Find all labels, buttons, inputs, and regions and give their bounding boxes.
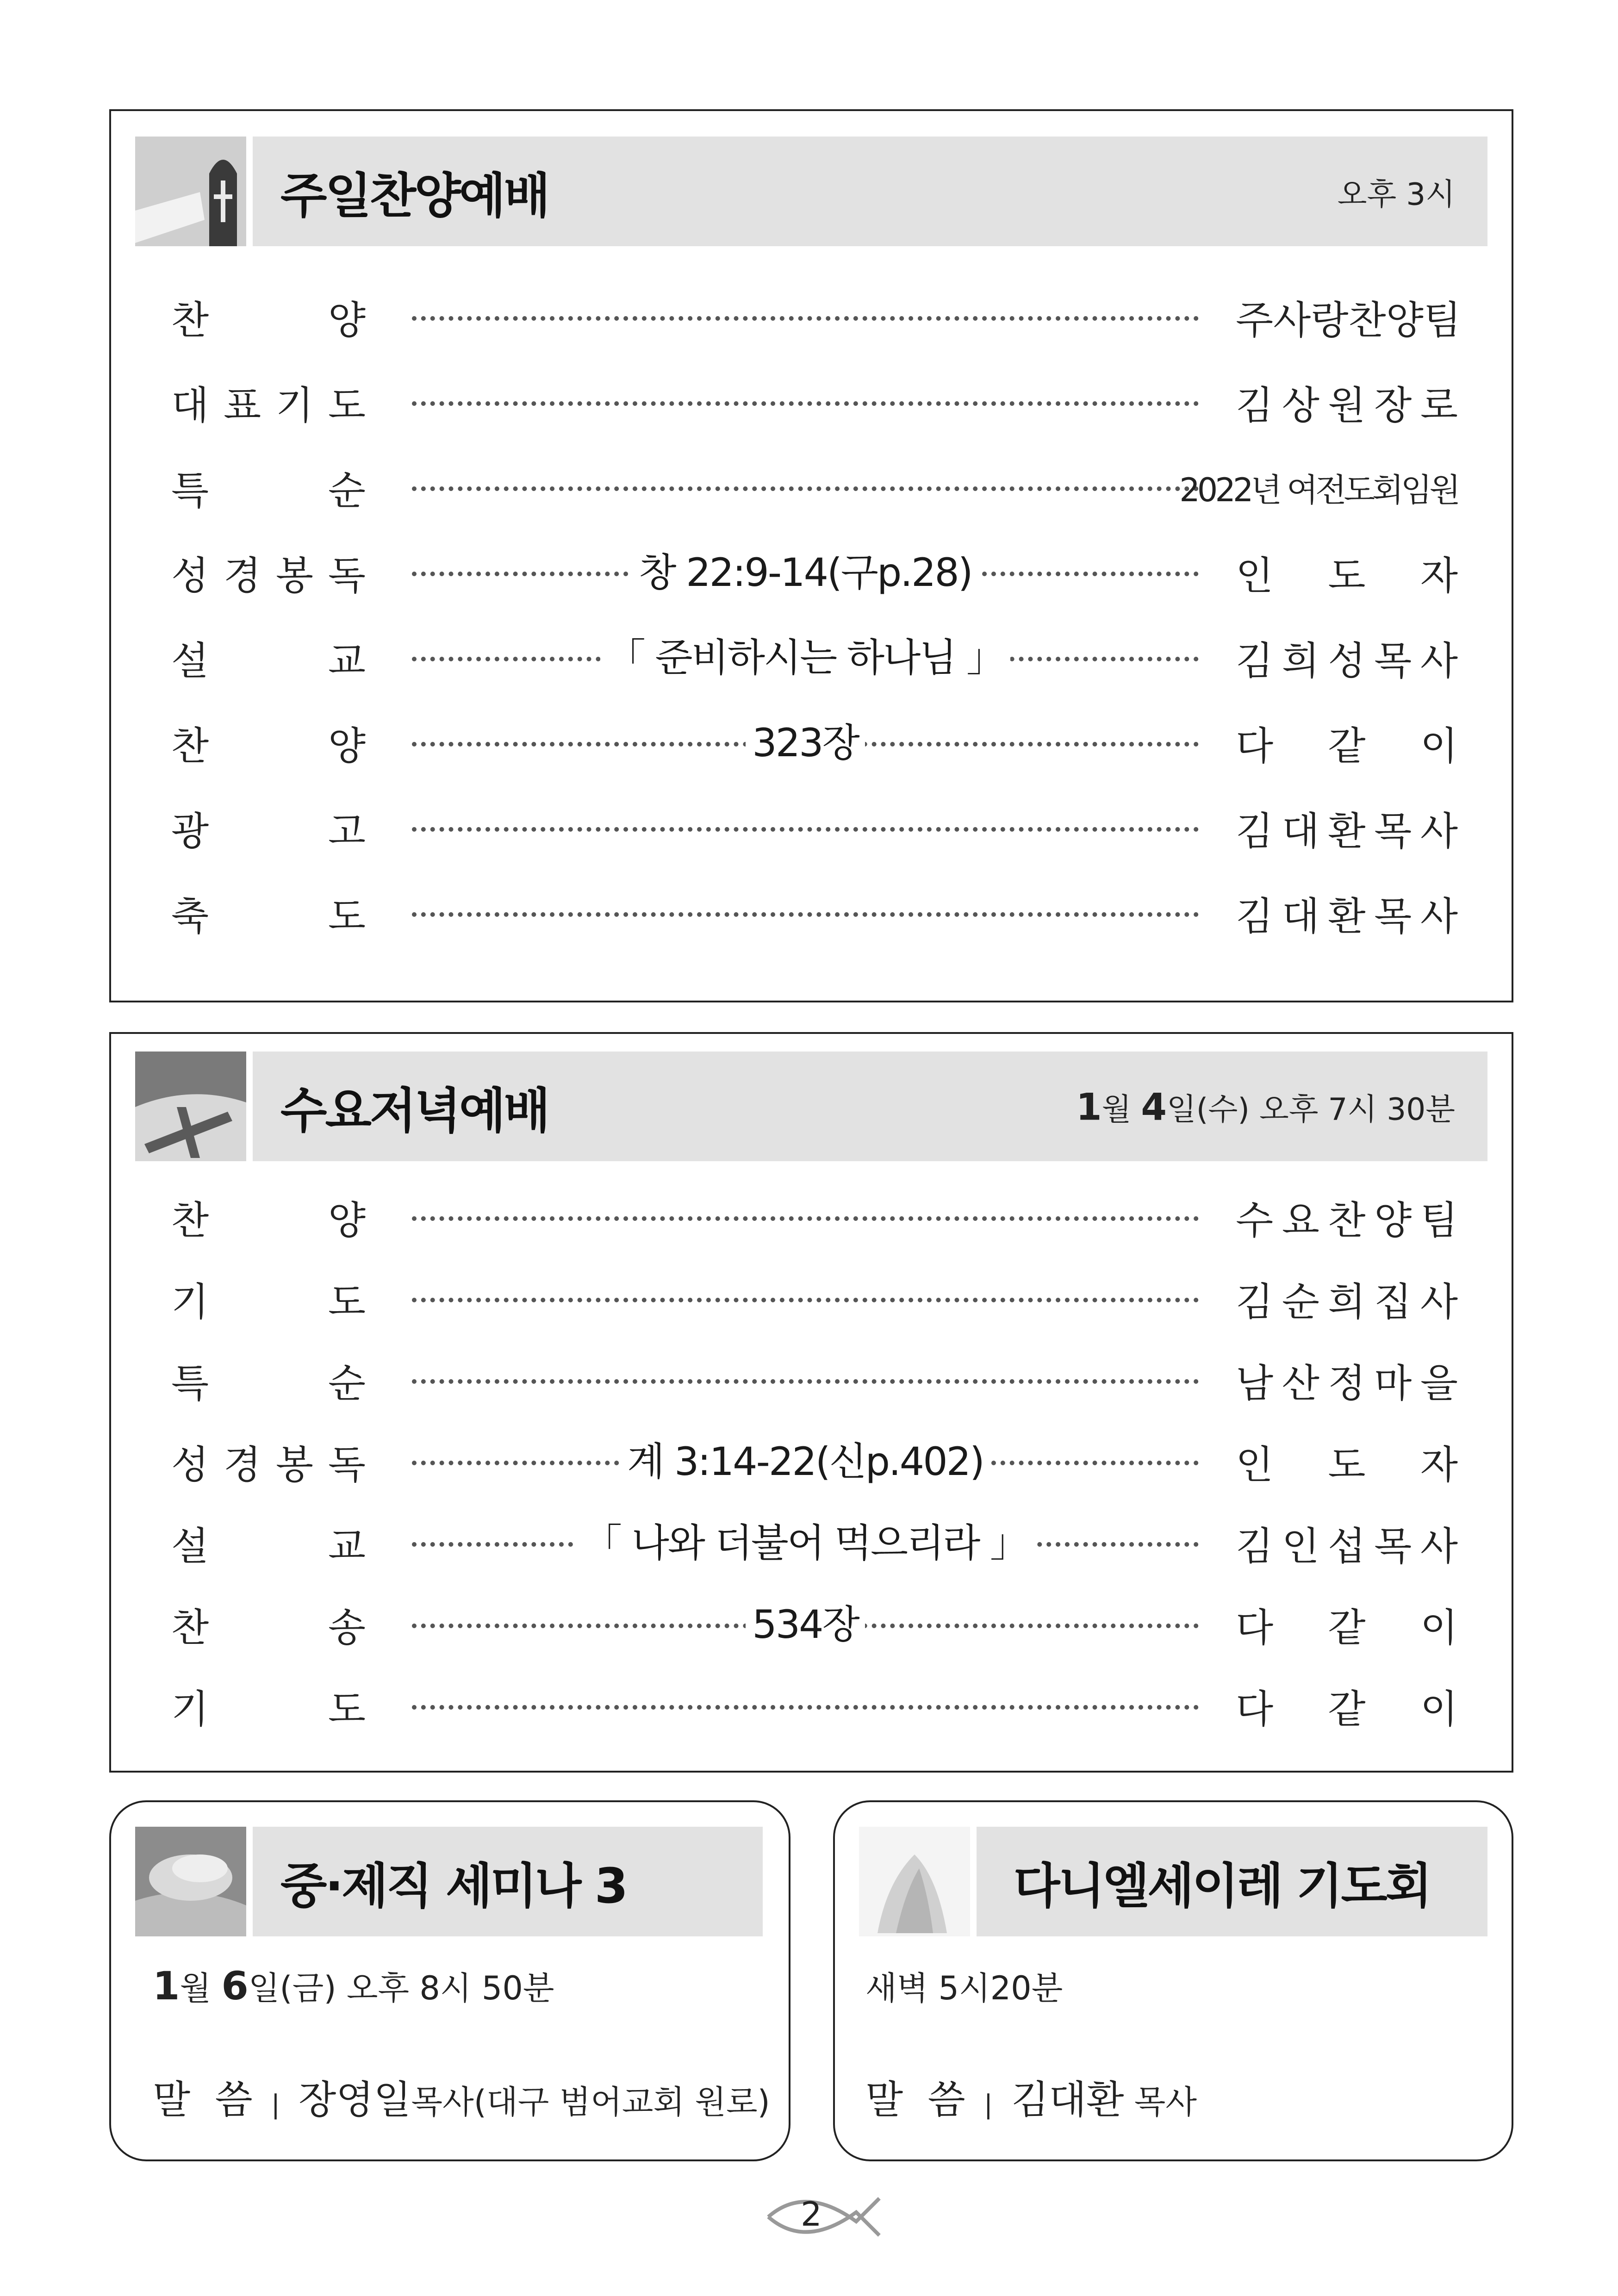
wednesday-row-person	[1236, 1352, 1458, 1408]
hands-bible-image	[135, 1827, 246, 1936]
person-char: 산	[1282, 1360, 1319, 1406]
person-char: 원	[1328, 382, 1366, 428]
person-char: 사	[1420, 1523, 1458, 1569]
label-char: 특	[171, 467, 209, 513]
sunday-row	[171, 545, 1458, 600]
wednesday-row	[171, 1271, 1458, 1326]
person-char: 팀	[1420, 1197, 1458, 1243]
person-char: 상	[1282, 382, 1319, 428]
wednesday-row-person	[1236, 1189, 1458, 1245]
person-char: 희	[1282, 638, 1319, 684]
label-char: 경	[223, 1442, 261, 1487]
person-char: 다	[1236, 1605, 1274, 1650]
label-char: 성	[171, 553, 209, 598]
person-char: 김	[1236, 808, 1274, 854]
person-char: 인	[1236, 1442, 1274, 1487]
seminar-speaker-title: 목사(대구 범어교회 원로)	[411, 2083, 770, 2121]
person-char: 인	[1282, 1523, 1319, 1569]
person-char: 주	[1236, 297, 1274, 343]
sunday-row	[171, 630, 1458, 685]
person-char: 자	[1420, 1442, 1458, 1487]
label-char: 기	[275, 382, 314, 428]
label-char: 설	[171, 638, 209, 684]
sunday-row	[171, 460, 1458, 515]
label-char: 봉	[275, 1442, 314, 1487]
wednesday-row-person	[1236, 1434, 1458, 1489]
person-char: 사	[1420, 638, 1458, 684]
sunday-row	[171, 289, 1461, 345]
sunday-row-label	[171, 545, 366, 600]
label-char: 찬	[171, 1197, 209, 1243]
wednesday-row-detail	[412, 1434, 1199, 1489]
label-char: 광	[171, 808, 209, 854]
dotted-leader	[412, 1705, 1199, 1710]
label-char: 대	[171, 382, 209, 428]
person-char: 희	[1328, 1279, 1366, 1325]
daniel-header-band	[977, 1827, 1487, 1936]
person-char: 목	[1374, 893, 1412, 939]
person-char: 환	[1328, 893, 1366, 939]
praying-hands-image	[859, 1827, 970, 1936]
wednesday-service-time: 1월 4일(수) 오후 7시 30분	[1076, 1085, 1455, 1128]
wednesday-service-title: 수요저녁예배	[280, 1082, 548, 1139]
person-char: 김	[1236, 893, 1274, 939]
page-number-fish	[764, 2184, 884, 2249]
person-char: 도	[1328, 1442, 1366, 1487]
wednesday-row-label	[171, 1515, 366, 1571]
label-char: 순	[328, 1360, 366, 1406]
person-char: 찬	[1328, 1197, 1366, 1243]
person-char: 섭	[1328, 1523, 1366, 1569]
sunday-service-title: 주일찬양예배	[280, 167, 548, 224]
wednesday-row-label	[171, 1678, 366, 1734]
person-char: 같	[1328, 1605, 1366, 1650]
label-char: 독	[328, 1442, 366, 1487]
wednesday-row-label	[171, 1434, 366, 1489]
label-char: 도	[328, 382, 366, 428]
person-char: 자	[1420, 553, 1458, 598]
seminar-title: 중·제직 세미나 3	[280, 1857, 627, 1914]
sunday-row-person	[1236, 545, 1458, 600]
label-char: 도	[328, 893, 366, 939]
sunday-row	[171, 885, 1458, 941]
label-char: 양	[328, 723, 366, 769]
label-char: 경	[223, 553, 261, 598]
label-char: 봉	[275, 553, 314, 598]
wednesday-row-detail	[412, 1597, 1199, 1652]
person-char: 같	[1328, 1686, 1366, 1732]
person-char: 남	[1236, 1360, 1274, 1406]
sunday-row-person: 2022년 여전도회임원	[1179, 471, 1458, 509]
label-char: 양	[328, 297, 366, 343]
person-char: 목	[1374, 808, 1412, 854]
sunday-row-person	[1236, 885, 1458, 941]
wednesday-row-label	[171, 1597, 366, 1652]
sunday-header-band	[253, 137, 1487, 246]
seminar-header	[135, 1827, 763, 1936]
fish-icon	[764, 2184, 884, 2249]
label-char: 송	[328, 1605, 366, 1650]
daniel-speaker-title: 목사	[1124, 2083, 1197, 2121]
sunday-row-label	[171, 715, 366, 771]
daniel-speaker-name: 김대환	[1011, 2077, 1124, 2122]
detail-text: 「 나와 더불어 먹으리라 」	[577, 1520, 1034, 1566]
wednesday-row	[171, 1352, 1458, 1408]
wednesday-row-label	[171, 1189, 366, 1245]
label-char: 축	[171, 893, 209, 939]
person-char: 이	[1420, 723, 1458, 769]
seminar-speaker-name: 장영일	[299, 2077, 411, 2122]
person-char: 요	[1282, 1197, 1319, 1243]
sunday-row	[171, 715, 1458, 771]
person-char: 순	[1282, 1279, 1319, 1325]
person-char: 팀	[1423, 297, 1461, 343]
person-char: 사	[1273, 297, 1311, 343]
daniel-prayer-time: 새벽 5시20분	[865, 1969, 1063, 2007]
person-char: 성	[1328, 638, 1366, 684]
person-char: 대	[1282, 808, 1319, 854]
page-number: 2	[801, 2195, 822, 2234]
wednesday-row	[171, 1678, 1458, 1734]
wednesday-row-person	[1236, 1271, 1458, 1326]
seminar-speaker-line	[153, 2069, 770, 2125]
sunday-row-detail	[412, 630, 1199, 685]
wednesday-row-person	[1236, 1678, 1458, 1734]
seminar-word-label: 말 씀	[153, 2077, 253, 2122]
person-char: 양	[1386, 297, 1424, 343]
sunday-row-person	[1236, 715, 1458, 771]
person-char: 인	[1236, 553, 1274, 598]
dotted-leader	[412, 1216, 1199, 1221]
sunday-row-person	[1236, 289, 1461, 345]
label-char: 성	[171, 1442, 209, 1487]
label-char: 도	[328, 1686, 366, 1732]
person-char: 로	[1420, 382, 1458, 428]
label-char: 교	[328, 638, 366, 684]
detail-text: 계 3:14-22(신p.402)	[621, 1439, 990, 1484]
sunday-row-label	[171, 885, 366, 941]
person-char: 목	[1374, 638, 1412, 684]
detail-text: 창 22:9-14(구p.28)	[632, 550, 978, 595]
dotted-leader	[412, 1298, 1199, 1302]
person-char: 정	[1328, 1360, 1366, 1406]
daniel-speaker-line	[865, 2069, 1197, 2125]
daniel-prayer-header	[859, 1827, 1487, 1936]
sunday-service-header	[135, 137, 1487, 246]
detail-text: 「 준비하시는 하나님 」	[600, 635, 1010, 680]
dotted-leader	[412, 827, 1199, 832]
seminar-separator: |	[271, 2090, 280, 2120]
seminar-date: 1월 6일(금) 오후 8시 50분	[153, 1963, 554, 2009]
sunday-row-person	[1236, 374, 1458, 430]
label-char: 특	[171, 1360, 209, 1406]
dotted-leader	[412, 316, 1199, 321]
person-char: 사	[1420, 1279, 1458, 1325]
sunday-row	[171, 800, 1458, 856]
person-char: 사	[1420, 808, 1458, 854]
person-char: 김	[1236, 1279, 1274, 1325]
person-char: 도	[1328, 553, 1366, 598]
dotted-leader	[412, 486, 1199, 491]
wednesday-row-detail	[412, 1515, 1199, 1571]
wednesday-header-band	[253, 1052, 1487, 1161]
sunday-row-label	[171, 289, 366, 345]
dotted-leader	[412, 912, 1199, 917]
label-char: 교	[328, 1523, 366, 1569]
sunday-row-label	[171, 800, 366, 856]
person-char: 환	[1328, 808, 1366, 854]
person-char: 같	[1328, 723, 1366, 769]
detail-text: 323장	[746, 720, 865, 765]
label-char: 기	[171, 1279, 209, 1325]
person-char: 찬	[1348, 297, 1386, 343]
person-char: 김	[1236, 1523, 1274, 1569]
wednesday-service-header	[135, 1052, 1487, 1161]
wednesday-row-label	[171, 1271, 366, 1326]
wednesday-row	[171, 1515, 1458, 1571]
dotted-leader	[412, 401, 1199, 406]
person-char: 다	[1236, 723, 1274, 769]
sunday-row-person	[1236, 630, 1458, 685]
label-char: 도	[328, 1279, 366, 1325]
person-char: 장	[1374, 382, 1412, 428]
label-char: 찬	[171, 723, 209, 769]
bible-cross-image	[135, 1052, 246, 1161]
label-char: 찬	[171, 297, 209, 343]
person-char: 대	[1282, 893, 1319, 939]
person-char: 이	[1420, 1605, 1458, 1650]
label-char: 기	[171, 1686, 209, 1732]
seminar-header-band	[253, 1827, 763, 1936]
wednesday-row	[171, 1434, 1458, 1489]
wednesday-row	[171, 1189, 1458, 1245]
label-char: 설	[171, 1523, 209, 1569]
detail-text: 534장	[746, 1602, 865, 1647]
person-char: 사	[1420, 893, 1458, 939]
sunday-row-detail	[412, 715, 1199, 771]
person-char: 랑	[1311, 297, 1349, 343]
label-char: 독	[328, 553, 366, 598]
label-char: 표	[223, 382, 261, 428]
sunday-row-detail	[412, 545, 1199, 600]
sunday-row	[171, 374, 1458, 430]
wednesday-row-person	[1236, 1597, 1458, 1652]
label-char: 순	[328, 467, 366, 513]
church-window-image	[135, 137, 246, 246]
person-char: 목	[1374, 1523, 1412, 1569]
wednesday-row-person	[1236, 1515, 1458, 1571]
label-char: 고	[328, 808, 366, 854]
daniel-word-label: 말 씀	[865, 2077, 965, 2122]
wednesday-row	[171, 1597, 1458, 1652]
label-char: 찬	[171, 1605, 209, 1650]
person-char: 김	[1236, 638, 1274, 684]
person-char: 김	[1236, 382, 1274, 428]
person-char: 집	[1374, 1279, 1412, 1325]
daniel-prayer-title: 다니엘세이레 기도회	[1014, 1857, 1431, 1914]
dotted-leader	[412, 1379, 1199, 1384]
person-char: 이	[1420, 1686, 1458, 1732]
wednesday-row-label	[171, 1352, 366, 1408]
person-char: 을	[1420, 1360, 1458, 1406]
sunday-row-label	[171, 374, 366, 430]
sunday-row-person	[1236, 800, 1458, 856]
label-char: 양	[328, 1197, 366, 1243]
person-char: 다	[1236, 1686, 1274, 1732]
sunday-row-label	[171, 630, 366, 685]
person-char: 수	[1236, 1197, 1274, 1243]
sunday-row-label	[171, 460, 366, 515]
sunday-service-time: 오후 3시	[1337, 176, 1455, 212]
person-char: 마	[1374, 1360, 1412, 1406]
person-char: 양	[1374, 1197, 1412, 1243]
daniel-separator: |	[983, 2090, 993, 2120]
